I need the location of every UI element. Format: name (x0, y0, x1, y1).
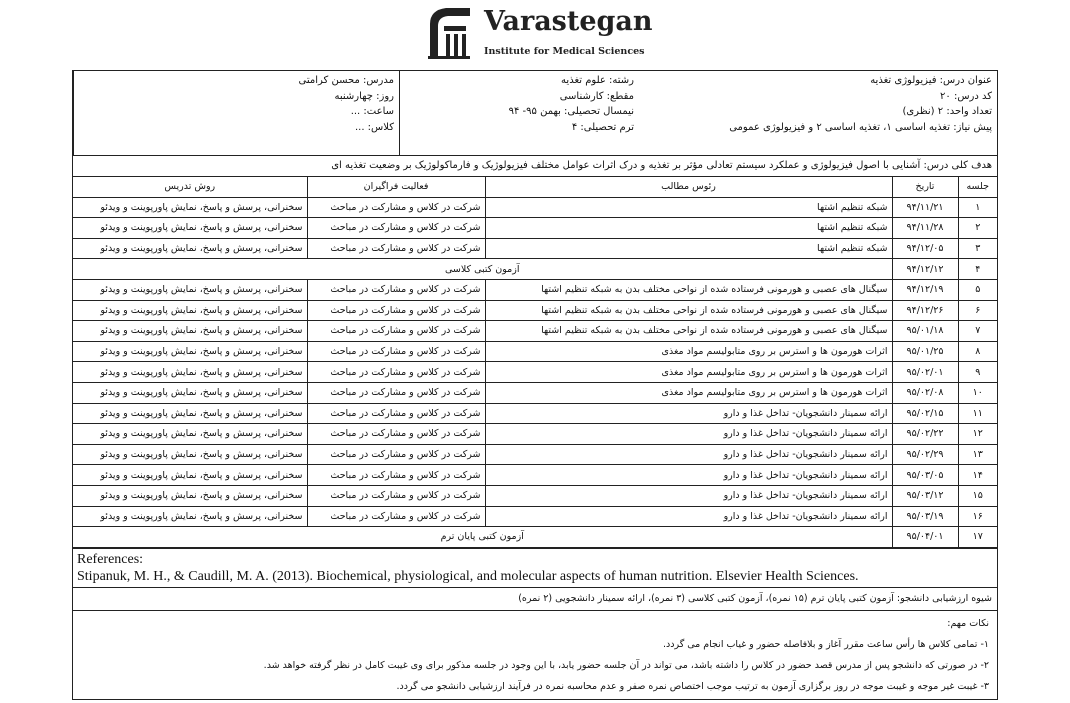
session-topic: اثرات هورمون ها و استرس بر روی متابولیسم مواد مغذی (485, 382, 892, 403)
teaching-method: سخنرانی، پرسش و پاسخ، نمایش پاورپوینت و ویدئو (73, 362, 307, 383)
student-activity: شرکت در کلاس و مشارکت در مباحث (307, 362, 485, 383)
student-activity: شرکت در کلاس و مشارکت در مباحث (307, 321, 485, 342)
column-header-method: روش تدریس (73, 177, 307, 197)
table-row (73, 362, 997, 383)
teaching-method: سخنرانی، پرسش و پاسخ، نمایش پاورپوینت و ویدئو (73, 218, 307, 239)
class-day: روز: چهارشنبه (334, 90, 394, 102)
session-date: ۹۴/۱۲/۲۶ (892, 300, 958, 321)
session-date: ۹۵/۰۲/۱۵ (892, 403, 958, 424)
table-row (73, 197, 997, 218)
academic-semester: نیمسال تحصیلی: بهمن ۹۵- ۹۴ (508, 106, 634, 117)
session-topic: ارائه سمینار دانشجویان- تداخل غذا و دارو (485, 424, 892, 445)
student-activity: شرکت در کلاس و مشارکت در مباحث (307, 238, 485, 259)
teaching-method: سخنرانی، پرسش و پاسخ، نمایش پاورپوینت و ویدئو (73, 506, 307, 527)
table-row (73, 424, 997, 445)
session-date: ۹۴/۱۱/۲۸ (892, 218, 958, 239)
logo-title: Varastegan (484, 6, 653, 37)
student-activity: شرکت در کلاس و مشارکت در مباحث (307, 506, 485, 527)
session-number: ۸ (958, 341, 997, 362)
teaching-method: سخنرانی، پرسش و پاسخ، نمایش پاورپوینت و ویدئو (73, 300, 307, 321)
notes-heading: نکات مهم: (947, 617, 989, 629)
classroom: کلاس: ... (354, 121, 394, 133)
table-row (73, 403, 997, 424)
teaching-method: سخنرانی، پرسش و پاسخ، نمایش پاورپوینت و ویدئو (73, 444, 307, 465)
table-row (73, 444, 997, 465)
class-time: ساعت: ... (350, 106, 394, 117)
session-number: ۹ (958, 362, 997, 383)
student-activity: شرکت در کلاس و مشارکت در مباحث (307, 424, 485, 445)
session-topic: ارائه سمینار دانشجویان- تداخل غذا و دارو (485, 465, 892, 486)
schedule-body (73, 197, 997, 547)
exam-cell: آزمون کتبی پایان ترم (73, 527, 892, 548)
session-number: ۶ (958, 300, 997, 321)
exam-cell: آزمون کتبی کلاسی (73, 259, 892, 280)
session-date: ۹۵/۰۴/۰۱ (892, 527, 958, 548)
session-topic: ارائه سمینار دانشجویان- تداخل غذا و دارو (485, 403, 892, 424)
course-code: کد درس: ۲۰ (940, 90, 992, 102)
session-date: ۹۵/۰۲/۰۸ (892, 382, 958, 403)
course-goal: هدف کلی درس: آشنایی با اصول فیزیولوژی و عملکرد سیستم تعادلی مؤثر بر تغذیه و درک اثرات عوامل مختلف فیزیولوژیک و فارماکولوژیک بر وضعیت تغذیه ای (73, 156, 997, 177)
course-plan-document (72, 70, 998, 700)
table-row (73, 279, 997, 300)
student-activity: شرکت در کلاس و مشارکت در مباحث (307, 465, 485, 486)
teaching-method: سخنرانی، پرسش و پاسخ، نمایش پاورپوینت و ویدئو (73, 321, 307, 342)
session-number: ۴ (958, 259, 997, 280)
course-prerequisite: پیش نیاز: تغذیه اساسی ۱، تغذیه اساسی ۲ و فیزیولوژی عمومی (729, 121, 992, 133)
session-topic: سیگنال های عصبی و هورمونی فرستاده شده از نواحی مختلف بدن به شبکه تنظیم اشتها (485, 279, 892, 300)
session-topic: ارائه سمینار دانشجویان- تداخل غذا و دارو (485, 485, 892, 506)
student-activity: شرکت در کلاس و مشارکت در مباحث (307, 485, 485, 506)
session-topic: ارائه سمینار دانشجویان- تداخل غذا و دارو (485, 506, 892, 527)
teaching-method: سخنرانی، پرسش و پاسخ، نمایش پاورپوینت و ویدئو (73, 382, 307, 403)
teaching-method: سخنرانی، پرسش و پاسخ، نمایش پاورپوینت و ویدئو (73, 341, 307, 362)
logo-subtitle: Institute for Medical Sciences (484, 46, 645, 57)
teaching-method: سخنرانی، پرسش و پاسخ، نمایش پاورپوینت و ویدئو (73, 238, 307, 259)
session-topic: شبکه تنظیم اشتها (485, 238, 892, 259)
academic-term: ترم تحصیلی: ۴ (571, 121, 634, 133)
teaching-method: سخنرانی، پرسش و پاسخ، نمایش پاورپوینت و ویدئو (73, 197, 307, 218)
session-date: ۹۵/۰۳/۱۹ (892, 506, 958, 527)
column-header-date: تاریخ (892, 177, 958, 197)
instructor-info (73, 71, 399, 155)
session-number: ۲ (958, 218, 997, 239)
session-date: ۹۴/۱۲/۰۵ (892, 238, 958, 259)
session-number: ۱۴ (958, 465, 997, 486)
note-item: ۲- در صورتی که دانشجو پس از مدرس قصد حضور در کلاس را داشته باشد، می تواند در آن جلسه حضور یابد، با این وجود در جلسه مذکور برای وی غیبت کامل در نظر گرفته خواهد شد. (263, 659, 989, 671)
teaching-method: سخنرانی، پرسش و پاسخ، نمایش پاورپوینت و ویدئو (73, 403, 307, 424)
teaching-method: سخنرانی، پرسش و پاسخ، نمایش پاورپوینت و ویدئو (73, 279, 307, 300)
session-number: ۱۵ (958, 485, 997, 506)
session-date: ۹۴/۱۲/۱۹ (892, 279, 958, 300)
student-activity: شرکت در کلاس و مشارکت در مباحث (307, 403, 485, 424)
student-activity: شرکت در کلاس و مشارکت در مباحث (307, 341, 485, 362)
teaching-method: سخنرانی، پرسش و پاسخ، نمایش پاورپوینت و ویدئو (73, 465, 307, 486)
table-row (73, 321, 997, 342)
evaluation-method: شیوه ارزشیابی دانشجو: آزمون کتبی پایان ترم (۱۵ نمره)، آزمون کتبی کلاسی (۳ نمره)، ارائه سمینار دانشجویی (۲ نمره) (73, 587, 997, 610)
session-number: ۱۷ (958, 527, 997, 548)
session-number: ۳ (958, 238, 997, 259)
session-date: ۹۵/۰۲/۲۹ (892, 444, 958, 465)
table-row (73, 218, 997, 239)
table-row (73, 506, 997, 527)
session-number: ۱۶ (958, 506, 997, 527)
schedule-table (73, 177, 997, 548)
session-number: ۱۰ (958, 382, 997, 403)
session-date: ۹۵/۰۱/۲۵ (892, 341, 958, 362)
session-topic: ارائه سمینار دانشجویان- تداخل غذا و دارو (485, 444, 892, 465)
teaching-method: سخنرانی، پرسش و پاسخ، نمایش پاورپوینت و ویدئو (73, 424, 307, 445)
session-topic: شبکه تنظیم اشتها (485, 218, 892, 239)
reference-item: Stipanuk, M. H., & Caudill, M. A. (2013). Biochemical, physiological, and molecular aspects of human nutrition. Elsevier Health Sciences. (77, 568, 859, 584)
column-header-activity: فعالیت فراگیران (307, 177, 485, 197)
session-number: ۱۳ (958, 444, 997, 465)
instructor-name: مدرس: محسن کرامتی (298, 75, 394, 86)
session-date: ۹۵/۰۳/۱۲ (892, 485, 958, 506)
session-number: ۵ (958, 279, 997, 300)
table-row (73, 485, 997, 506)
session-date: ۹۵/۰۳/۰۵ (892, 465, 958, 486)
session-date: ۹۵/۰۱/۱۸ (892, 321, 958, 342)
session-date: ۹۵/۰۲/۲۲ (892, 424, 958, 445)
course-header (73, 71, 997, 156)
table-row (73, 382, 997, 403)
session-topic: اثرات هورمون ها و استرس بر روی متابولیسم مواد مغذی (485, 341, 892, 362)
course-info (639, 71, 997, 155)
column-header-session: جلسه (958, 177, 997, 197)
references-heading: References: (77, 551, 144, 567)
session-number: ۷ (958, 321, 997, 342)
session-topic: اثرات هورمون ها و استرس بر روی متابولیسم مواد مغذی (485, 362, 892, 383)
session-date: ۹۴/۱۱/۲۱ (892, 197, 958, 218)
table-row (73, 259, 997, 280)
course-title: عنوان درس: فیزیولوژی تغذیه (870, 75, 992, 86)
field-of-study: رشته: علوم تغذیه (561, 75, 634, 86)
session-topic: سیگنال های عصبی و هورمونی فرستاده شده از نواحی مختلف بدن به شبکه تنظیم اشتها (485, 321, 892, 342)
student-activity: شرکت در کلاس و مشارکت در مباحث (307, 300, 485, 321)
session-topic: شبکه تنظیم اشتها (485, 197, 892, 218)
session-topic: سیگنال های عصبی و هورمونی فرستاده شده از نواحی مختلف بدن به شبکه تنظیم اشتها (485, 300, 892, 321)
column-header-topic: رئوس مطالب (485, 177, 892, 197)
table-header-row (73, 177, 997, 197)
important-notes (73, 610, 997, 699)
student-activity: شرکت در کلاس و مشارکت در مباحث (307, 279, 485, 300)
student-activity: شرکت در کلاس و مشارکت در مباحث (307, 197, 485, 218)
session-date: ۹۵/۰۲/۰۱ (892, 362, 958, 383)
course-units: تعداد واحد: ۲ (نظری) (902, 106, 992, 117)
degree-level: مقطع: کارشناسی (559, 90, 634, 102)
student-activity: شرکت در کلاس و مشارکت در مباحث (307, 382, 485, 403)
table-row (73, 465, 997, 486)
table-row (73, 238, 997, 259)
student-activity: شرکت در کلاس و مشارکت در مباحث (307, 444, 485, 465)
table-row (73, 341, 997, 362)
session-number: ۱۲ (958, 424, 997, 445)
note-item: ۱- تمامی کلاس ها رأس ساعت مقرر آغاز و بلافاصله حضور و غیاب انجام می گردد. (662, 638, 989, 650)
references-section (73, 548, 997, 587)
teaching-method: سخنرانی، پرسش و پاسخ، نمایش پاورپوینت و ویدئو (73, 485, 307, 506)
student-activity: شرکت در کلاس و مشارکت در مباحث (307, 218, 485, 239)
session-number: ۱ (958, 197, 997, 218)
institute-logo (426, 4, 653, 62)
logo-mark-icon (426, 4, 472, 60)
session-date: ۹۴/۱۲/۱۲ (892, 259, 958, 280)
note-item: ۳- غیبت غیر موجه و غیبت موجه در روز برگزاری آزمون به ترتیب موجب اختصاص نمره صفر و عدم محاسبه نمره در فرآیند ارزشیابی دانشجو می گردد. (396, 680, 989, 692)
session-number: ۱۱ (958, 403, 997, 424)
table-row (73, 527, 997, 548)
table-row (73, 300, 997, 321)
program-info (399, 71, 639, 155)
